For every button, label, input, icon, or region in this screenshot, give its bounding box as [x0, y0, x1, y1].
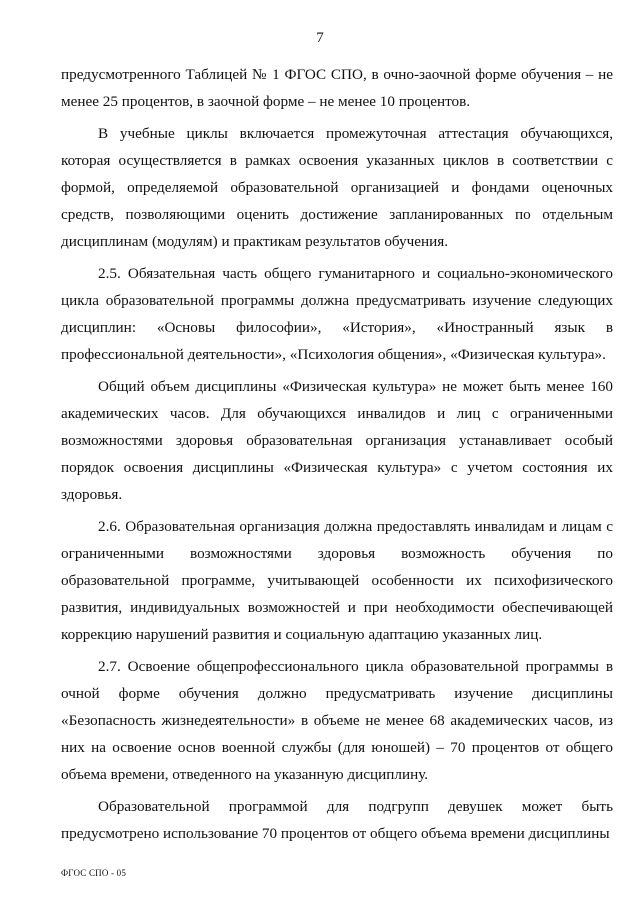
paragraph-2-7: 2.7. Освоение общепрофессионального цикла образовательной программы в очной форме обучения должно предусматривать изучение дисциплины «Безопасность жизнедеятельности» в объеме не менее 68 академических часов, из них на освоение основ военной службы (для юношей) – 70 процентов от общего объема времени, отведенного на указанную дисциплину.	[61, 658, 613, 783]
page-number: 7	[316, 30, 324, 46]
page-footer: ФГОС СПО - 05	[61, 868, 127, 878]
paragraph-attestation: В учебные циклы включается промежуточная аттестация обучающихся, которая осуществляется в рамках освоения указанных циклов в соответствии с формой, определяемой образовательной организацией и фондами оценочных средств, позволяющими оценить достижение запланированных по отдельным дисциплинам (модулям) и практикам результатов обучения.	[61, 125, 613, 250]
paragraph-2-6: 2.6. Образовательная организация должна предоставлять инвалидам и лицам с ограниченными возможностями здоровья возможность обучения по образовательной программе, учитывающей особенности их психофизического развития, индивидуальных возможностей и при необходимости обеспечивающей коррекцию нарушений развития и социальную адаптацию указанных лиц.	[61, 518, 613, 643]
paragraph-continued: предусмотренного Таблицей № 1 ФГОС СПО, в очно-заочной форме обучения – не менее 25 процентов, в заочной форме – не менее 10 процентов.	[61, 66, 613, 110]
paragraph-physical-culture: Общий объем дисциплины «Физическая культура» не может быть менее 160 академических часов. Для обучающихся инвалидов и лиц с ограниченными возможностями здоровья образовательная организация устанавливает особый порядок освоения дисциплины «Физическая культура» с учетом состояния их здоровья.	[61, 378, 613, 503]
document-body	[61, 61, 613, 852]
paragraph-2-5: 2.5. Обязательная часть общего гуманитарного и социально-экономического цикла образовательной программы должна предусматривать изучение следующих дисциплин: «Основы философии», «История», «Иностранный язык в профессиональной деятельности», «Психология общения», «Физическая культура».	[61, 265, 613, 363]
paragraph-girls-subgroups: Образовательной программой для подгрупп девушек может быть предусмотрено использование 70 процентов от общего объема времени дисциплины	[61, 798, 613, 842]
